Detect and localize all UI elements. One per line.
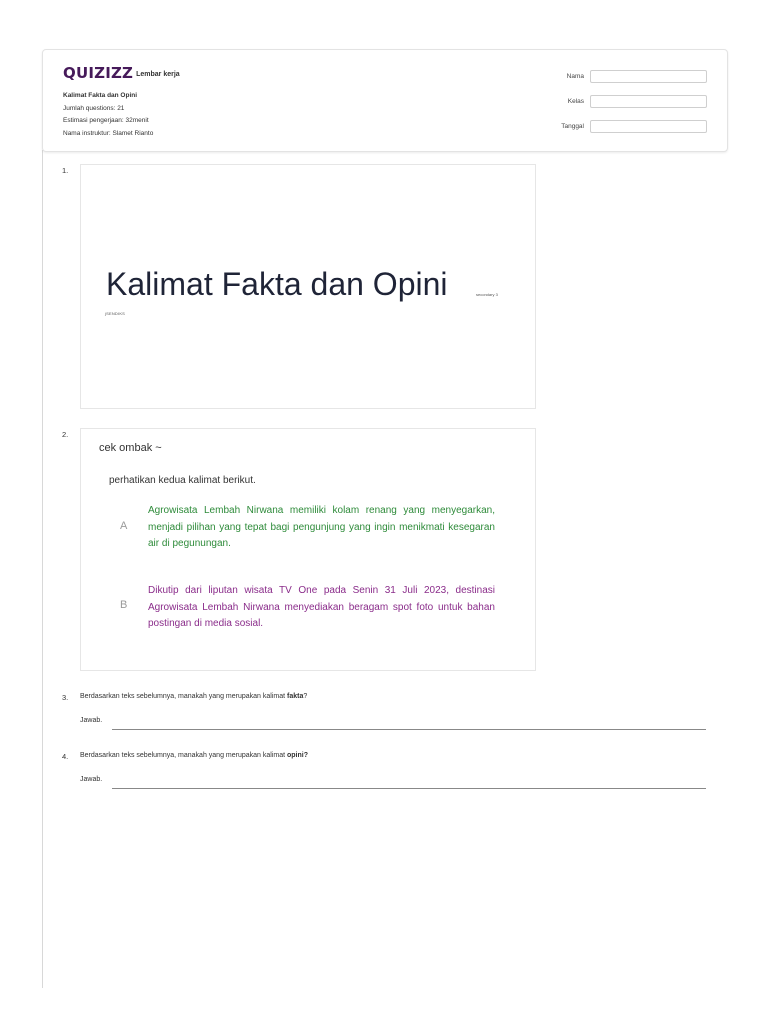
question-4-prompt: Berdasarkan teks sebelumnya, manakah yang merupakan kalimat	[80, 752, 287, 759]
name-field[interactable]	[590, 70, 707, 83]
worksheet-header	[42, 49, 728, 152]
question-4-text	[80, 752, 308, 759]
question-4-keyword: opini?	[287, 752, 308, 759]
class-field[interactable]	[590, 95, 707, 108]
worksheet-title: Kalimat Fakta dan Opini	[63, 92, 138, 99]
class-label: Kelas	[567, 98, 584, 105]
brand-subtitle: Lembar kerja	[136, 70, 180, 78]
question-1-card	[80, 164, 536, 409]
option-a-text: Agrowisata Lembah Nirwana memiliki kolam renang yang menyegarkan, menjadi pilihan yang tepat bagi pengunjung yang ingin menikmati kesegaran air di pegunungan.	[148, 505, 495, 549]
brand	[63, 64, 180, 82]
slide-tag: secondary 3	[476, 292, 498, 297]
question-2-heading: cek ombak ~	[99, 442, 162, 454]
question-number-2: 2.	[62, 430, 69, 439]
question-3-answer-line[interactable]	[112, 729, 706, 730]
question-2-intro: perhatikan kedua kalimat berikut.	[109, 475, 256, 486]
question-3-text	[80, 693, 307, 700]
date-label: Tanggal	[561, 123, 584, 130]
question-4-answer-line[interactable]	[112, 788, 706, 789]
question-3-keyword: fakta	[287, 693, 304, 700]
worksheet-meta	[63, 90, 153, 140]
name-label: Nama	[566, 73, 584, 80]
question-number-4: 4.	[62, 752, 69, 761]
time-estimate: Estimasi pengerjaan: 32menit	[63, 117, 149, 124]
instructor-name: Nama instruktur: Slamet Rianto	[63, 129, 154, 137]
option-b-letter: B	[120, 599, 128, 611]
student-fields	[561, 69, 707, 144]
date-field-row	[561, 119, 707, 134]
slide-footnote: jSENDIKS	[105, 311, 126, 316]
slide-title: Kalimat Fakta dan Opini	[106, 266, 448, 302]
quizizz-logo: QUIZIZZ	[63, 64, 134, 82]
question-number-3: 3.	[62, 693, 69, 702]
option-b-text: Dikutip dari liputan wisata TV One pada Senin 31 Juli 2023, destinasi Agrowisata Lembah Nirwana menyediakan beragam spot foto untuk bahan postingan di media sosial.	[148, 585, 495, 629]
question-3-prompt: Berdasarkan teks sebelumnya, manakah yang merupakan kalimat	[80, 693, 287, 700]
page-left-rule	[42, 150, 43, 988]
question-number-1: 1.	[62, 166, 69, 175]
question-3-suffix: ?	[303, 693, 308, 700]
question-3-answer-label: Jawab.	[80, 717, 103, 724]
date-field[interactable]	[590, 120, 707, 133]
question-4-answer-label: Jawab.	[80, 776, 103, 783]
questions-count: Jumlah questions: 21	[63, 104, 125, 112]
option-a-letter: A	[120, 520, 128, 532]
question-2-card	[80, 428, 536, 671]
class-field-row	[561, 94, 707, 109]
name-field-row	[561, 69, 707, 84]
